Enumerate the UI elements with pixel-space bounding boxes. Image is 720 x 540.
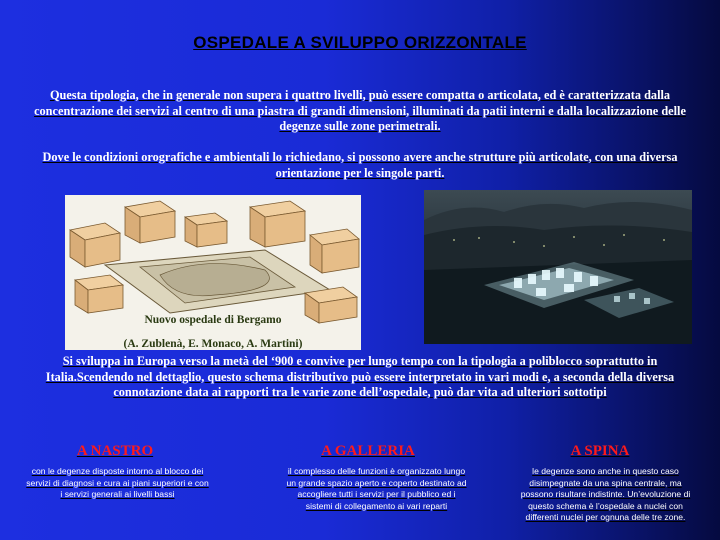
orography-paragraph: Dove le condizioni orografiche e ambientali lo richiedano, si possono avere anche strutture più articolate, con una diversa orientazione per le singole parti. [42,150,678,180]
subtype-heading-nastro: A NASTRO [76,443,154,459]
history-paragraph: Si sviluppa in Europa verso la metà del ‘900 e convive per lungo tempo con la tipologia a poliblocco soprattutto in Italia.Scendendo nel dettaglio, questo schema distributivo può essere interpretato in vari modi e, a seconda della diversa connotazione data ai rapporti tra le varie zone dell’ospedale, può dar vita ad ulteriori sottotipi [45,354,675,399]
subtype-text-galleria: il complesso delle funzioni è organizzato lungo un grande spazio aperto e coperto destinato ad accogliere tutti i servizi per il pubblico ed i sistemi di collegamento ai vari reparti [286,466,467,511]
subtype-heading-spina: A SPINA [570,443,630,459]
hospital-sketch-image [65,195,361,350]
hospital-night-drawing [424,190,692,344]
intro-paragraph: Questa tipologia, che in generale non supera i quattro livelli, può essere compatta o articolata, ed è caratterizzata dalla concentrazione dei servizi al centro di una piastra di grandi dimensioni, illuminati da patii interni e dalla localizzazione delle degenze sulle zone perimetrali. [34,88,686,133]
subtype-text-nastro: con le degenze disposte intorno al blocco dei servizi di diagnosi e cura ai piani superiori e con i servizi generali ai livelli bassi [26,466,209,499]
figure-caption-authors: (A. Zublenà, E. Monaco, A. Martini) [123,338,303,350]
subtype-text-spina: le degenze sono anche in questo caso disimpegnate da una spina centrale, ma possono risultare indistinte. Un’evoluzione di questo schema è l’ospedale a nuclei con differenti nuclei per ognuna delle tre zone. [520,466,691,522]
hospital-sketch-drawing [65,195,361,350]
slide-title: OSPEDALE A SVILUPPO ORIZZONTALE [193,33,527,52]
figure-caption-title: Nuovo ospedale di Bergamo [144,314,282,326]
hospital-night-photo [424,190,692,344]
subtype-heading-galleria: A GALLERIA [321,443,415,459]
